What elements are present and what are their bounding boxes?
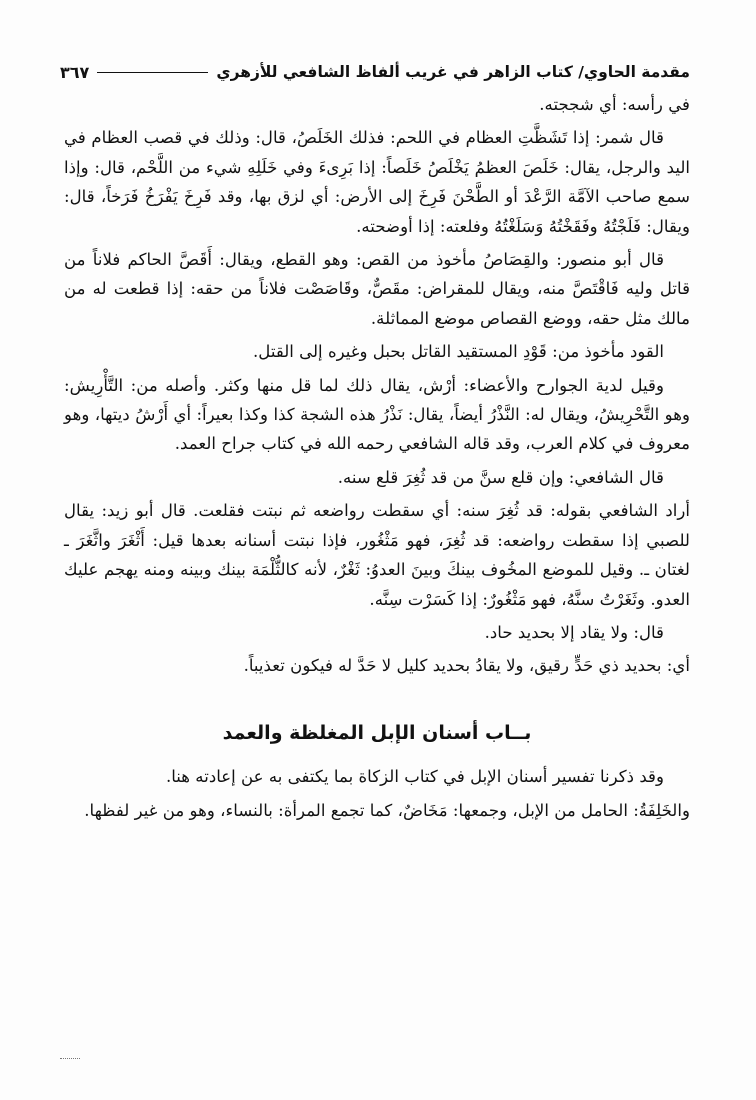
paragraph: أي: بحديد ذي حَدٍّ رقيق، ولا يقادُ بحديد كليل لا حَدَّ له فيكون تعذيباً. (243, 656, 690, 676)
paragraph: في رأسه: أي شججته. (539, 95, 690, 114)
section-heading: بــاب أسنان الإبل المغلظة والعمد (222, 721, 532, 744)
footnote-divider (60, 1058, 80, 1059)
paragraph: قال: ولا يقاد إلا بحديد حاد. (484, 622, 664, 642)
page-number: ٣٦٧ (60, 62, 90, 82)
paragraph: والخَلِفَةُ: الحامل من الإبل، وجمعها: مَخَاضٌ، كما تجمع المرأة: بالنساء، وهو من غير لفظها. (84, 800, 690, 820)
header-title: مقدمة الحاوي/ كتاب الزاهر في غريب ألفاظ الشافعي للأزهري (216, 63, 690, 81)
paragraph: وقيل لدية الجوارح والأعضاء: أرْش، يقال ذلك لما قل منها وكثر. وأصله من: التَّأْرِيش: وهو التَّحْرِيشُ، ويقال له: النَّذْرُ أيضاً، يقال: نَذْرُ هذه الشجة كذا وكذا بعيراً: أي أَرْشُ ديتها، وهو معروف في كلام العرب، وقد قاله الشافعي رحمه الله في كتاب جراح العمد. (64, 375, 690, 454)
running-header (60, 58, 690, 86)
page-body (64, 90, 690, 829)
paragraph: قال أبو منصور: والقِصَاصُ مأخوذ من القص: وهو القطع، ويقال: أَقَصَّ الحاكم فلاناً من قاتل وليه فَاقْتَصَّ منه، ويقال للمقراض: مقَصٌّ، وقَاصَصْت فلاناً من حقه: إذا قطعت له من مالك مثل حقه، ووضع القصاص موضع المماثلة. (64, 250, 690, 328)
paragraph: قال الشافعي: وإن قلع سنَّ من قد ثُغِرَ قلع سنه. (337, 467, 664, 487)
paragraph: القود مأخوذ من: قَوْدِ المستقيد القاتل بحبل وغيره إلى القتل. (252, 342, 664, 362)
paragraph: قال شمر: إذا تَشَظَّتِ العظام في اللحم: فذلك الخَلَصُ، قال: وذلك في قصب العظام في اليد والرجل، يقال: خَلَصَ العظمُ يَخْلَصُ خَلَصاً: إذا بَرِىءَ وفي خَلَلِهِ شيء من اللَّحْم، قال: وإذا سمع صاحب الآمَّة الرَّعْدَ أو الطَّحْنَ فَرِخَ إلى الأرض: أي لزق بها، وقد فَرِخَ يَفْرَخُ فَرَخاً، قال: ويقال: فَلَجْتُهُ وفَقَخْتُهُ وَسَلَغْتُهُ وفلعته: إذا أوضحته. (64, 128, 690, 236)
header-rule (97, 72, 208, 73)
paragraph: وقد ذكرنا تفسير أسنان الإبل في كتاب الزكاة بما يكتفى به عن إعادته هنا. (165, 767, 664, 787)
paragraph: أراد الشافعي بقوله: قد ثُغِرَ سنه: أي سقطت رواضعه ثم نبتت فقلعت. قال أبو زيد: يقال للصبي إذا سقطت رواضعه: قد ثُغِرَ، فهو مَثْغُور، فإذا نبتت أسنانه بعدها قيل: أَثْغَرَ واثَّغَرَ ـ لغتان ـ. وقيل للموضع المخُوف بينكَ وبينَ العدوُ: ثَغْرٌ، لأنه كالثُّلْمَة بينك وبينه ومنه يهجم عليك العدو. وثَغَرْتُ سنَّهُ، فهو مَثْغُورٌ: إذا كَسَرْت سِنَّه. (64, 501, 690, 609)
